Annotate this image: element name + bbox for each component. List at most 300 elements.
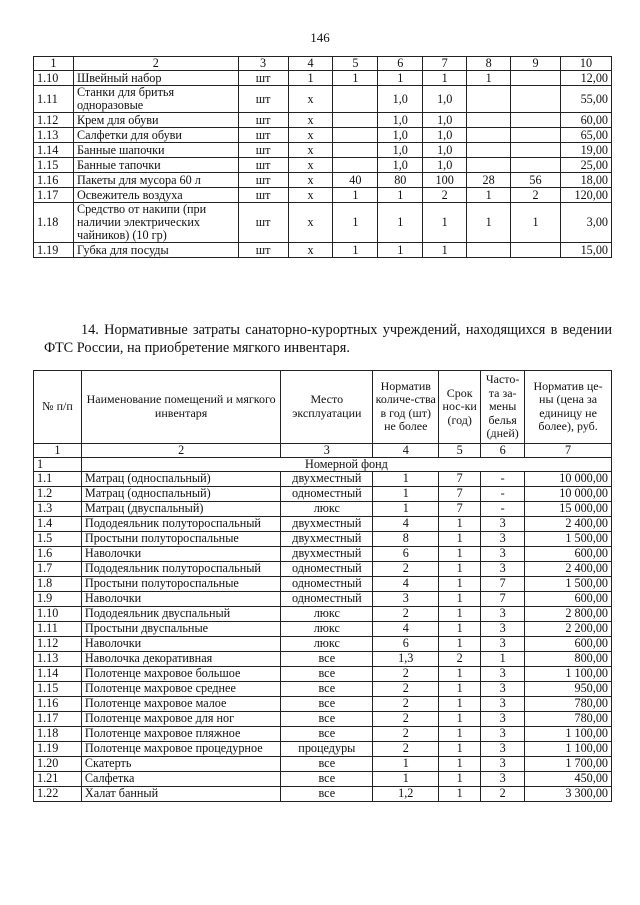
- table-cell: Простыни полутороспальные: [81, 531, 280, 546]
- table-cell: -: [481, 501, 525, 516]
- table-cell: Полотенце махровое процедурное: [81, 741, 280, 756]
- table-cell: шт: [238, 188, 288, 203]
- table-cell: Пакеты для мусора 60 л: [73, 173, 238, 188]
- table-cell: 1: [439, 696, 481, 711]
- table-cell: 1: [511, 203, 561, 243]
- table-cell: 15 000,00: [525, 501, 612, 516]
- table-cell: 1.14: [34, 143, 74, 158]
- table-cell: 3: [481, 666, 525, 681]
- table-cell: 1: [439, 516, 481, 531]
- column-numbers-row: [34, 443, 612, 457]
- table-cell: 1 500,00: [525, 576, 612, 591]
- table-row: [34, 471, 612, 486]
- table-cell: Полотенце махровое среднее: [81, 681, 280, 696]
- table-cell: 1: [373, 471, 439, 486]
- table-cell: 60,00: [560, 113, 611, 128]
- table-cell: 1.12: [34, 636, 82, 651]
- table-cell: х: [288, 128, 333, 143]
- table-cell: 1.14: [34, 666, 82, 681]
- table-cell: 1.6: [34, 546, 82, 561]
- table1-header-row: [34, 57, 612, 71]
- table-cell: 1: [467, 203, 511, 243]
- table-cell: [333, 143, 378, 158]
- table-cell: Средство от накипи (при наличии электрических чайников) (10 гр): [73, 203, 238, 243]
- table-cell: [467, 243, 511, 258]
- table-cell: 1: [439, 636, 481, 651]
- table-cell: 1: [439, 741, 481, 756]
- table-row: [34, 531, 612, 546]
- table-cell: 1.2: [34, 486, 82, 501]
- table-cell: 1,0: [378, 158, 423, 173]
- table-cell: 2 400,00: [525, 516, 612, 531]
- table-cell: 1: [439, 711, 481, 726]
- table-cell: 2 400,00: [525, 561, 612, 576]
- table-cell: 1.20: [34, 756, 82, 771]
- table-cell: все: [281, 786, 373, 801]
- table-cell: 1: [373, 756, 439, 771]
- table-cell: 1: [333, 203, 378, 243]
- table-cell: 2: [511, 188, 561, 203]
- table-cell: х: [288, 243, 333, 258]
- table-cell: процедуры: [281, 741, 373, 756]
- table-cell: 1: [439, 531, 481, 546]
- table-row: [34, 591, 612, 606]
- table-cell: 1.15: [34, 158, 74, 173]
- table-cell: Наволочка декоративная: [81, 651, 280, 666]
- table-cell: 1: [423, 71, 467, 86]
- table-cell: одноместный: [281, 576, 373, 591]
- table-cell: 1,0: [423, 158, 467, 173]
- table-cell: 1.17: [34, 188, 74, 203]
- table-cell: 1.15: [34, 681, 82, 696]
- table-cell: 1.17: [34, 711, 82, 726]
- table-row: [34, 651, 612, 666]
- table-cell: х: [288, 143, 333, 158]
- table-cell: 1.7: [34, 561, 82, 576]
- section-title: 14. Нормативные затраты санаторно-курортных учреждений, находящихся в ведении ФТС России, на приобретение мягкого инвентаря.: [44, 322, 612, 356]
- table-cell: Банные тапочки: [73, 158, 238, 173]
- table-cell: 7: [439, 486, 481, 501]
- page-number: 146: [310, 30, 330, 45]
- table-cell: х: [288, 158, 333, 173]
- soft-inventory-table: [33, 370, 612, 802]
- table-row: [34, 576, 612, 591]
- table-cell: 1.19: [34, 741, 82, 756]
- table-cell: х: [288, 188, 333, 203]
- column-number: 4: [373, 443, 439, 457]
- table-cell: люкс: [281, 621, 373, 636]
- table-cell: [467, 128, 511, 143]
- table-cell: 1: [439, 666, 481, 681]
- column-number: 6: [481, 443, 525, 457]
- table-cell: люкс: [281, 606, 373, 621]
- table-cell: [333, 158, 378, 173]
- table-cell: шт: [238, 158, 288, 173]
- table-cell: Банные шапочки: [73, 143, 238, 158]
- table-cell: 1 100,00: [525, 666, 612, 681]
- table-cell: Полотенце махровое пляжное: [81, 726, 280, 741]
- table-cell: 1: [467, 71, 511, 86]
- table-cell: Освежитель воздуха: [73, 188, 238, 203]
- table-cell: Салфетки для обуви: [73, 128, 238, 143]
- section-label: Номерной фонд: [81, 457, 611, 471]
- table-cell: 3: [481, 726, 525, 741]
- table-cell: 1: [439, 771, 481, 786]
- table-cell: 19,00: [560, 143, 611, 158]
- table-cell: Матрац (двуспальный): [81, 501, 280, 516]
- table-cell: Станки для бритья одноразовые: [73, 86, 238, 113]
- table-cell: 800,00: [525, 651, 612, 666]
- table-cell: 28: [467, 173, 511, 188]
- table-cell: Крем для обуви: [73, 113, 238, 128]
- table-cell: 1.16: [34, 696, 82, 711]
- table-cell: 3: [481, 711, 525, 726]
- table-cell: двухместный: [281, 531, 373, 546]
- column-header: Часто-та за-мены белья (дней): [481, 371, 525, 444]
- table-cell: 100: [423, 173, 467, 188]
- table-cell: 1.13: [34, 651, 82, 666]
- table-cell: Полотенце махровое большое: [81, 666, 280, 681]
- column-number: 8: [467, 57, 511, 71]
- table-row: [34, 726, 612, 741]
- table-cell: 3: [373, 591, 439, 606]
- table-cell: 1 700,00: [525, 756, 612, 771]
- consumables-table: [33, 56, 612, 258]
- table-cell: 7: [439, 501, 481, 516]
- table-cell: [511, 71, 561, 86]
- table-cell: 3,00: [560, 203, 611, 243]
- table-cell: 1 100,00: [525, 741, 612, 756]
- column-number: 5: [333, 57, 378, 71]
- table-cell: шт: [238, 203, 288, 243]
- table-cell: 3: [481, 516, 525, 531]
- table-cell: люкс: [281, 501, 373, 516]
- table-cell: х: [288, 173, 333, 188]
- table-cell: 65,00: [560, 128, 611, 143]
- table-cell: шт: [238, 243, 288, 258]
- table-cell: 1.11: [34, 621, 82, 636]
- table-row: [34, 501, 612, 516]
- table-cell: 10 000,00: [525, 486, 612, 501]
- table-row: [34, 711, 612, 726]
- table-cell: 600,00: [525, 546, 612, 561]
- table2-header-row: [34, 371, 612, 444]
- table-row: [34, 636, 612, 651]
- table-cell: все: [281, 771, 373, 786]
- table-cell: одноместный: [281, 561, 373, 576]
- table-cell: 1.12: [34, 113, 74, 128]
- table-cell: 2: [373, 711, 439, 726]
- table-cell: 1.18: [34, 726, 82, 741]
- table-cell: 1: [373, 771, 439, 786]
- column-number: 2: [73, 57, 238, 71]
- table-cell: Салфетка: [81, 771, 280, 786]
- table-cell: люкс: [281, 636, 373, 651]
- table-cell: 1: [378, 203, 423, 243]
- table-cell: 3: [481, 606, 525, 621]
- table-row: [34, 546, 612, 561]
- table-cell: 3: [481, 696, 525, 711]
- table-row: [34, 486, 612, 501]
- table-row: [34, 516, 612, 531]
- table-cell: 1: [378, 71, 423, 86]
- section-number: 1: [34, 457, 82, 471]
- table-cell: 10 000,00: [525, 471, 612, 486]
- table-cell: все: [281, 726, 373, 741]
- column-number: 3: [238, 57, 288, 71]
- table-cell: шт: [238, 143, 288, 158]
- table-row: [34, 561, 612, 576]
- table-cell: 1: [439, 621, 481, 636]
- table-cell: 1.3: [34, 501, 82, 516]
- table-cell: 2 800,00: [525, 606, 612, 621]
- table-cell: 1.10: [34, 606, 82, 621]
- table-cell: 1.8: [34, 576, 82, 591]
- table-cell: Халат банный: [81, 786, 280, 801]
- column-header: Срок нос-ки (год): [439, 371, 481, 444]
- table-row: [34, 756, 612, 771]
- table-cell: 1,0: [378, 86, 423, 113]
- table-cell: 780,00: [525, 711, 612, 726]
- table-cell: 2 200,00: [525, 621, 612, 636]
- table-cell: 15,00: [560, 243, 611, 258]
- table-cell: Полотенце махровое для ног: [81, 711, 280, 726]
- table-cell: 1.19: [34, 243, 74, 258]
- table-cell: [511, 128, 561, 143]
- column-number: 7: [525, 443, 612, 457]
- table-cell: 600,00: [525, 636, 612, 651]
- table-cell: [467, 113, 511, 128]
- table-row: [34, 188, 612, 203]
- table-cell: 1: [439, 591, 481, 606]
- table-cell: [333, 86, 378, 113]
- table-cell: 600,00: [525, 591, 612, 606]
- table-cell: 1,2: [373, 786, 439, 801]
- table-cell: Наволочки: [81, 591, 280, 606]
- table-cell: все: [281, 696, 373, 711]
- table-cell: 1: [439, 576, 481, 591]
- table-cell: Скатерть: [81, 756, 280, 771]
- table-cell: х: [288, 203, 333, 243]
- column-number: 2: [81, 443, 280, 457]
- table-cell: 2: [373, 726, 439, 741]
- table-cell: 4: [373, 576, 439, 591]
- table-cell: шт: [238, 128, 288, 143]
- table-cell: Швейный набор: [73, 71, 238, 86]
- table-cell: х: [288, 86, 333, 113]
- table-cell: 1: [439, 756, 481, 771]
- table-cell: шт: [238, 173, 288, 188]
- table-cell: 3: [481, 756, 525, 771]
- table-cell: Простыни двуспальные: [81, 621, 280, 636]
- column-header: Норматив количе-ства в год (шт) не более: [373, 371, 439, 444]
- table-row: [34, 173, 612, 188]
- table-cell: 55,00: [560, 86, 611, 113]
- table-cell: 12,00: [560, 71, 611, 86]
- table-cell: 1,0: [378, 113, 423, 128]
- table-cell: 1: [333, 243, 378, 258]
- table-cell: 1: [439, 561, 481, 576]
- column-header: № п/п: [34, 371, 82, 444]
- table-row: [34, 113, 612, 128]
- table-row: [34, 786, 612, 801]
- table-cell: 56: [511, 173, 561, 188]
- table-cell: 3: [481, 561, 525, 576]
- table-row: [34, 696, 612, 711]
- table-cell: Матрац (односпальный): [81, 471, 280, 486]
- table-cell: 3: [481, 741, 525, 756]
- section-row: [34, 457, 612, 471]
- table-cell: 3: [481, 546, 525, 561]
- table-cell: 1,0: [423, 128, 467, 143]
- table-cell: 950,00: [525, 681, 612, 696]
- table-cell: 2: [373, 561, 439, 576]
- table-row: [34, 606, 612, 621]
- column-number: 1: [34, 57, 74, 71]
- table-cell: 3: [481, 531, 525, 546]
- table-cell: 1.11: [34, 86, 74, 113]
- table-cell: 1: [333, 188, 378, 203]
- table-cell: шт: [238, 86, 288, 113]
- table-cell: [467, 143, 511, 158]
- column-number: 3: [281, 443, 373, 457]
- table-cell: 120,00: [560, 188, 611, 203]
- table-cell: 2: [373, 681, 439, 696]
- table-cell: одноместный: [281, 591, 373, 606]
- table-cell: 1.21: [34, 771, 82, 786]
- table-cell: 2: [423, 188, 467, 203]
- table-cell: 1: [481, 651, 525, 666]
- table-cell: 1: [378, 188, 423, 203]
- table-cell: Наволочки: [81, 636, 280, 651]
- table-cell: 1: [423, 243, 467, 258]
- table-cell: Наволочки: [81, 546, 280, 561]
- table-cell: 1,0: [423, 113, 467, 128]
- table-cell: -: [481, 471, 525, 486]
- table-cell: 1: [439, 546, 481, 561]
- column-number: 7: [423, 57, 467, 71]
- table-cell: 2: [373, 741, 439, 756]
- column-header: Место эксплуатации: [281, 371, 373, 444]
- table-row: [34, 143, 612, 158]
- table-cell: [467, 86, 511, 113]
- table-cell: двухместный: [281, 471, 373, 486]
- table-cell: все: [281, 681, 373, 696]
- table-cell: 6: [373, 636, 439, 651]
- table-cell: 1: [373, 501, 439, 516]
- table-cell: [511, 86, 561, 113]
- table-cell: [511, 143, 561, 158]
- table-cell: [467, 158, 511, 173]
- table-cell: 18,00: [560, 173, 611, 188]
- table-cell: двухместный: [281, 516, 373, 531]
- table-cell: все: [281, 756, 373, 771]
- table-cell: Пододеяльник двуспальный: [81, 606, 280, 621]
- table-cell: 8: [373, 531, 439, 546]
- table-cell: 2: [373, 606, 439, 621]
- table-cell: 450,00: [525, 771, 612, 786]
- table-cell: 1: [439, 786, 481, 801]
- table-cell: 1: [288, 71, 333, 86]
- table-cell: 3 300,00: [525, 786, 612, 801]
- table-cell: 6: [373, 546, 439, 561]
- column-number: 9: [511, 57, 561, 71]
- table-cell: 1.13: [34, 128, 74, 143]
- table-cell: 2: [439, 651, 481, 666]
- table-cell: 7: [481, 576, 525, 591]
- table-cell: 1: [439, 681, 481, 696]
- table-cell: 1: [439, 726, 481, 741]
- table-row: [34, 71, 612, 86]
- table-cell: 3: [481, 771, 525, 786]
- table-row: [34, 771, 612, 786]
- table-row: [34, 86, 612, 113]
- table-cell: Пододеяльник полутороспальный: [81, 516, 280, 531]
- table-cell: Губка для посуды: [73, 243, 238, 258]
- table-cell: 1,0: [378, 128, 423, 143]
- table-row: [34, 243, 612, 258]
- table-cell: 1 100,00: [525, 726, 612, 741]
- table-cell: 1,3: [373, 651, 439, 666]
- table-cell: все: [281, 651, 373, 666]
- table-cell: [333, 128, 378, 143]
- table-cell: Полотенце махровое малое: [81, 696, 280, 711]
- table-cell: одноместный: [281, 486, 373, 501]
- table-cell: 1.1: [34, 471, 82, 486]
- table-cell: Матрац (односпальный): [81, 486, 280, 501]
- table-cell: 1: [439, 606, 481, 621]
- table-cell: 4: [373, 516, 439, 531]
- table-cell: 1.10: [34, 71, 74, 86]
- table-row: [34, 621, 612, 636]
- table-cell: 1,0: [423, 143, 467, 158]
- table-cell: все: [281, 666, 373, 681]
- table-cell: 1.9: [34, 591, 82, 606]
- table-cell: 1: [333, 71, 378, 86]
- table-row: [34, 128, 612, 143]
- table-cell: 7: [481, 591, 525, 606]
- table-cell: 1.22: [34, 786, 82, 801]
- table-cell: 1,0: [378, 143, 423, 158]
- table-cell: все: [281, 711, 373, 726]
- table-cell: 1.4: [34, 516, 82, 531]
- table-cell: 1: [423, 203, 467, 243]
- table-cell: [511, 158, 561, 173]
- column-header: Наименование помещений и мягкого инвентаря: [81, 371, 280, 444]
- table-cell: шт: [238, 113, 288, 128]
- table-cell: 3: [481, 621, 525, 636]
- table-row: [34, 158, 612, 173]
- table-cell: шт: [238, 71, 288, 86]
- table-row: [34, 203, 612, 243]
- table-cell: 1: [378, 243, 423, 258]
- table-cell: 4: [373, 621, 439, 636]
- column-number: 6: [378, 57, 423, 71]
- table-cell: [511, 243, 561, 258]
- table-cell: двухместный: [281, 546, 373, 561]
- column-number: 1: [34, 443, 82, 457]
- table-cell: 3: [481, 636, 525, 651]
- table-cell: 1 500,00: [525, 531, 612, 546]
- table-cell: 780,00: [525, 696, 612, 711]
- table-cell: [333, 113, 378, 128]
- table-cell: 40: [333, 173, 378, 188]
- table-cell: 2: [373, 666, 439, 681]
- table-cell: 1: [467, 188, 511, 203]
- table-cell: 80: [378, 173, 423, 188]
- table-cell: -: [481, 486, 525, 501]
- table-row: [34, 681, 612, 696]
